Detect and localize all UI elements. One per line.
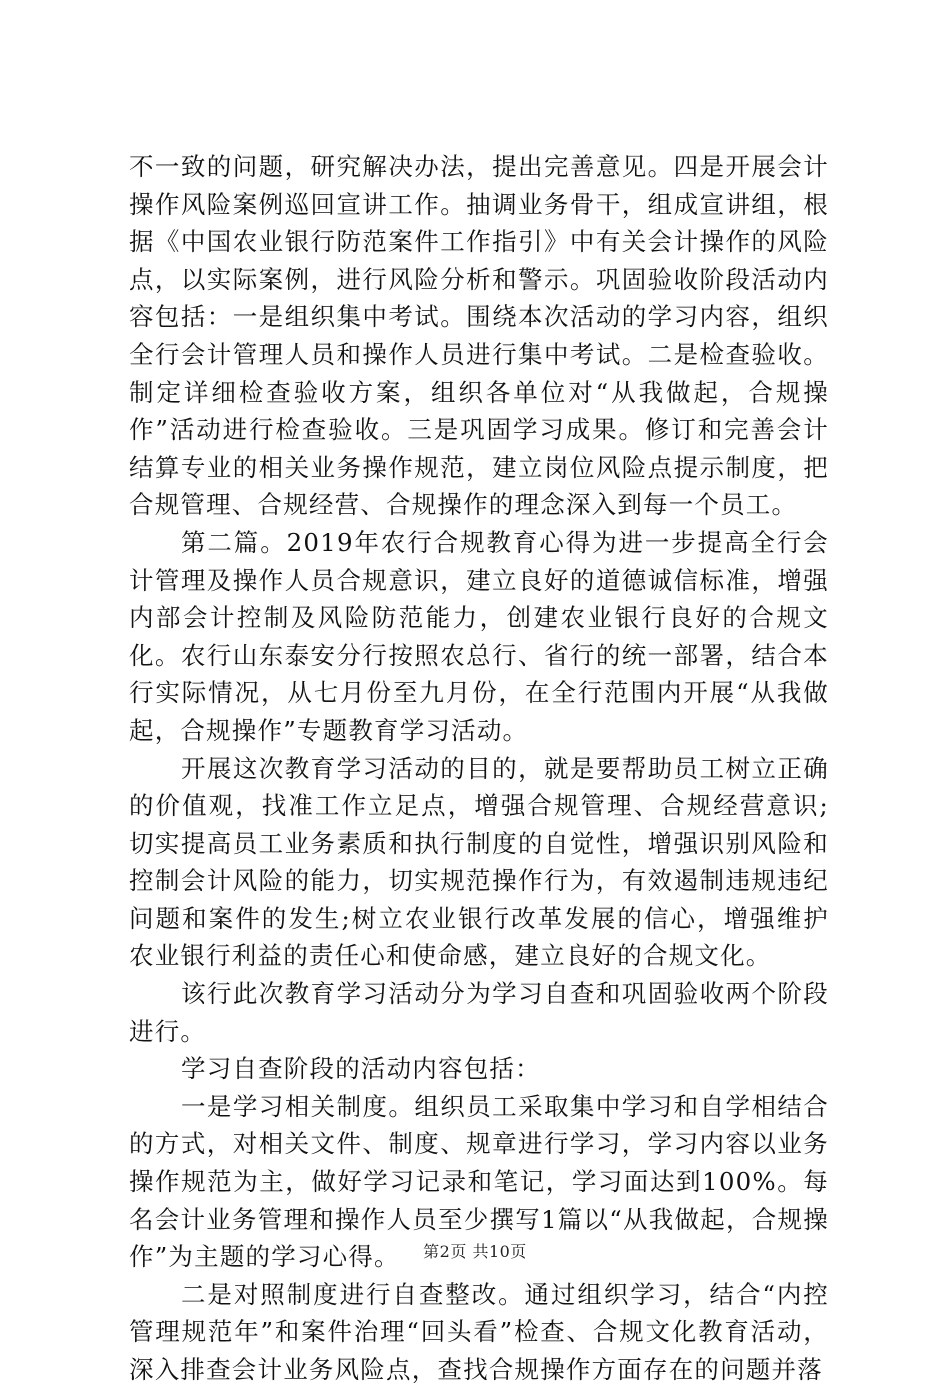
paragraph-self-check-intro: 学习自查阶段的活动内容包括： (181, 1054, 541, 1084)
paragraph-stages: 该行此次教育学习活动分为学习自查和巩固验收两个阶段进行。 (129, 979, 829, 1046)
paragraph-purpose: 开展这次教育学习活动的目的，就是要帮助员工树立正确的价值观，找准工作立足点，增强合规管理、合规经营意识;切实提高员工业务素质和执行制度的自觉性，增强识别风险和控制会计风险的能力，切实规范操作行为，有效遏制违规违纪问题和案件的发生;树立农业银行改革发展的信心，增强维护农业银行利益的责任心和使命感，建立良好的合规文化。 (129, 753, 829, 971)
paragraph-second-article: 第二篇。2019年农行合规教育心得为进一步提高全行会计管理及操作人员合规意识，建立良好的道德诚信标准，增强内部会计控制及风险防范能力，创建农业银行良好的合规文化。农行山东泰安分行按照农总行、省行的统一部署，结合本行实际情况，从七月份至九月份，在全行范围内开展“从我做起，合规操作”专题教育学习活动。 (129, 527, 829, 745)
paragraph-continuation: 不一致的问题，研究解决办法，提出完善意见。四是开展会计操作风险案例巡回宣讲工作。抽调业务骨干，组成宣讲组，根据《中国农业银行防范案件工作指引》中有关会计操作的风险点，以实际案例，进行风险分析和警示。巩固验收阶段活动内容包括：一是组织集中考试。围绕本次活动的学习内容，组织全行会计管理人员和操作人员进行集中考试。二是检查验收。制定详细检查验收方案，组织各单位对“从我做起，合规操作”活动进行检查验收。三是巩固学习成果。修订和完善会计结算专业的相关业务操作规范，建立岗位风险点提示制度，把合规管理、合规经营、合规操作的理念深入到每一个员工。 (129, 152, 829, 520)
paragraph-item-two: 二是对照制度进行自查整改。通过组织学习，结合“内控管理规范年”和案件治理“回头看”检查、合规文化教育活动，深入排查会计业务风险点，查找合规操作方面存在的问题并落 (129, 1279, 829, 1384)
document-body (129, 148, 829, 1389)
paragraph-item-one: 一是学习相关制度。组织员工采取集中学习和自学相结合的方式，对相关文件、制度、规章进行学习，学习内容以业务操作规范为主，做好学习记录和笔记，学习面达到100%。每名会计业务管理和操作人员至少撰写1篇以“从我做起，合规操作”为主题的学习心得。 (129, 1091, 829, 1272)
page-footer: 第2页 共10页 (423, 1242, 527, 1261)
